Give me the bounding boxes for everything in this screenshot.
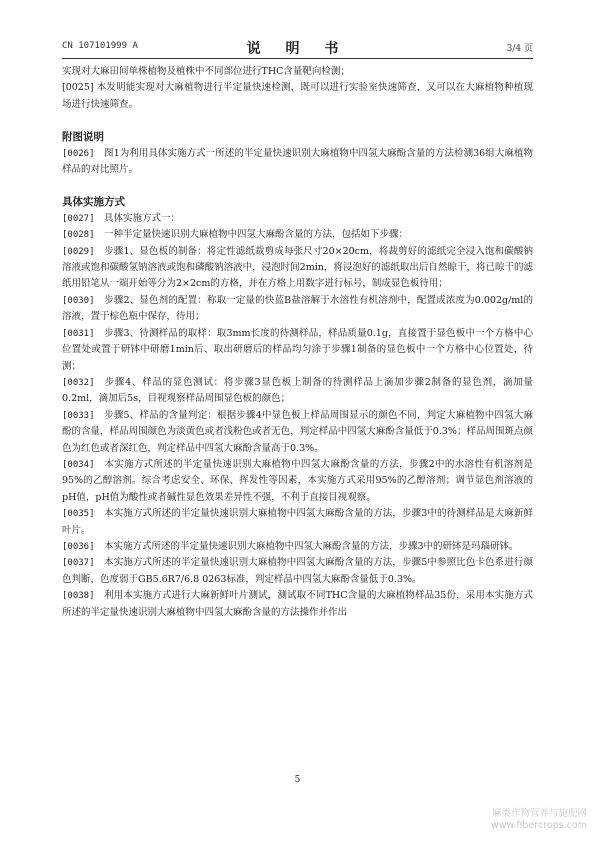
paragraph-number: [0027] [62,213,95,224]
paragraph-number: [0033] [62,410,95,421]
paragraph-text: 步骤5、样品的含量判定：根据步骤4中显色板上样品周围显示的颜色不同，判定大麻植物中四氢大麻酚的含量，样品周围颜色为淡黄色或者浅粉色或者无色，判定样品中四氢大麻酚含量低于0.3%；样品周围斑点颜色为红色或者深红色，判定样品中四氢大麻酚含量高于0.3%。 [62,409,533,454]
paragraph [62,539,533,555]
paragraph-text: 本实施方式所述的半定量快速识别大麻植物中四氢大麻酚含量的方法，步骤3中的待测样品是大麻新鲜叶片。 [62,508,533,536]
paragraph-text: 本实施方式所述的半定量快速识别大麻植物中四氢大麻酚含量的方法，步骤5中参照比色卡色系进行颜色判断，色度弱于GB5.6R7/6.8 0263标准，判定样品中四氢大麻酚含量低于0.3%。 [62,557,533,585]
watermark-url: www.fibercrops.com [490,820,587,831]
paragraph-number: [0032] [62,377,95,388]
paragraph [62,408,533,457]
document-body [62,64,533,621]
watermark-line: 麻类作物营养与施肥网 [491,808,587,819]
paragraph [62,227,533,243]
embodiment-paragraphs [62,211,533,621]
paragraph-number: [0037] [62,558,95,569]
paragraph-number: [0031] [62,328,95,339]
paragraph-text: 本实施方式所述的半定量快速识别大麻植物中四氢大麻酚含量的方法，步骤3中的研钵是玛瑙研钵。 [104,540,519,552]
paragraph [62,146,533,179]
paragraph [62,457,533,506]
paragraph-text: 步骤4、样品的显色测试：将步骤3显色板上制备的待测样品上滴加步骤2制备的显色剂，滴加量0.2ml，滴加后5s，目视观察样品周围显色板的颜色； [62,376,533,405]
paragraph-number: [0038] [62,591,95,602]
paragraph [62,588,533,621]
paragraph-number: [0030] [62,295,95,306]
paragraph-text: 具体实施方式一： [104,212,181,224]
paragraph-number: [0026] [62,148,95,159]
paragraph-number: [0035] [62,509,95,520]
section-heading-figures: 附图说明 [62,131,104,144]
paragraph-text: 利用本实施方式进行大麻新鲜叶片测试，测试取不同THC含量的大麻植物样品35份，采用本实施方式所述的半定量快速识别大麻植物中四氢大麻酚含量的方法操作并作出 [62,590,533,618]
paragraph-number: [0028] [62,230,95,241]
paragraph-number: [0034] [62,459,95,470]
section-heading-embodiment: 具体实施方式 [62,196,125,209]
page-number: 5 [294,775,301,785]
document-number: CN 107101999 A [62,41,138,51]
header-rule [62,58,533,59]
paragraph-0025: [0025] 本发明能实现对大麻植物进行半定量快速检测，既可以进行实验室快速筛查，又可以在大麻植物种植现场进行快速筛查。 [62,82,533,110]
paragraph [62,293,533,326]
paragraph-number: [0029] [62,246,95,257]
paragraph-text: 图1为利用具体实施方式一所述的半定量快速识别大麻植物中四氢大麻酚含量的方法检测36组大麻植物样品的对比照片。 [62,147,533,176]
watermark [437,808,587,832]
paragraph [62,375,533,408]
paragraph [62,244,533,293]
paragraph [62,326,533,375]
paragraph [62,506,533,539]
paragraph-text: 本实施方式所述的半定量快速识别大麻植物中四氢大麻酚含量的方法，步骤2中的水溶性有机溶剂是95%的乙醇溶剂。综合考虑安全、环保、挥发性等因素，本实施方式采用95%的乙醇溶剂；调节显色剂溶液的pH值，pH值为酸性或者碱性显色效果差异性不强，不利于直接目视观察。 [62,458,533,503]
intro-line: 实现对大麻田间单株植物及植株中不同部位进行THC含量靶向检测； [62,66,350,77]
paragraph-text: 一种半定量快速识别大麻植物中四氢大麻酚含量的方法，包括如下步骤： [104,229,409,241]
page-indicator: 3/4 页 [506,44,533,54]
document-title: 说 明 书 [246,41,349,57]
paragraph-text: 步骤3、待测样品的取样：取3mm长度的待测样品，样品质量0.1g，直接置于显色板中一个方格中心位置处或置于研钵中研磨1min后、取出研磨后的样品均匀涂于步骤1制备的显色板中一个方格中心位置处，待测； [62,327,533,372]
paragraph [62,211,533,227]
paragraph-text: 步骤2、显色剂的配置：称取一定量的快蓝B盐溶解于水溶性有机溶剂中，配置成浓度为0.002g/ml的溶液，置于棕色瓶中保存，待用； [62,294,533,323]
paragraph [62,555,533,588]
paragraph-text: 步骤1、显色板的制备：将定性滤纸裁剪成每张尺寸20×20cm，将裁剪好的滤纸完全浸入饱和碳酸钠溶液或饱和碳酸氢钠溶液或饱和磷酸钠溶液中，浸泡时间2min，将浸泡好的滤纸取出后自然晾干，将已晾干的滤纸用铅笔从一端开始等分为2×2cm的方格，并在方格上用数字进行标号，制成显色板待用； [62,245,533,290]
page-header [62,38,533,56]
paragraph-number: [0036] [62,541,95,552]
